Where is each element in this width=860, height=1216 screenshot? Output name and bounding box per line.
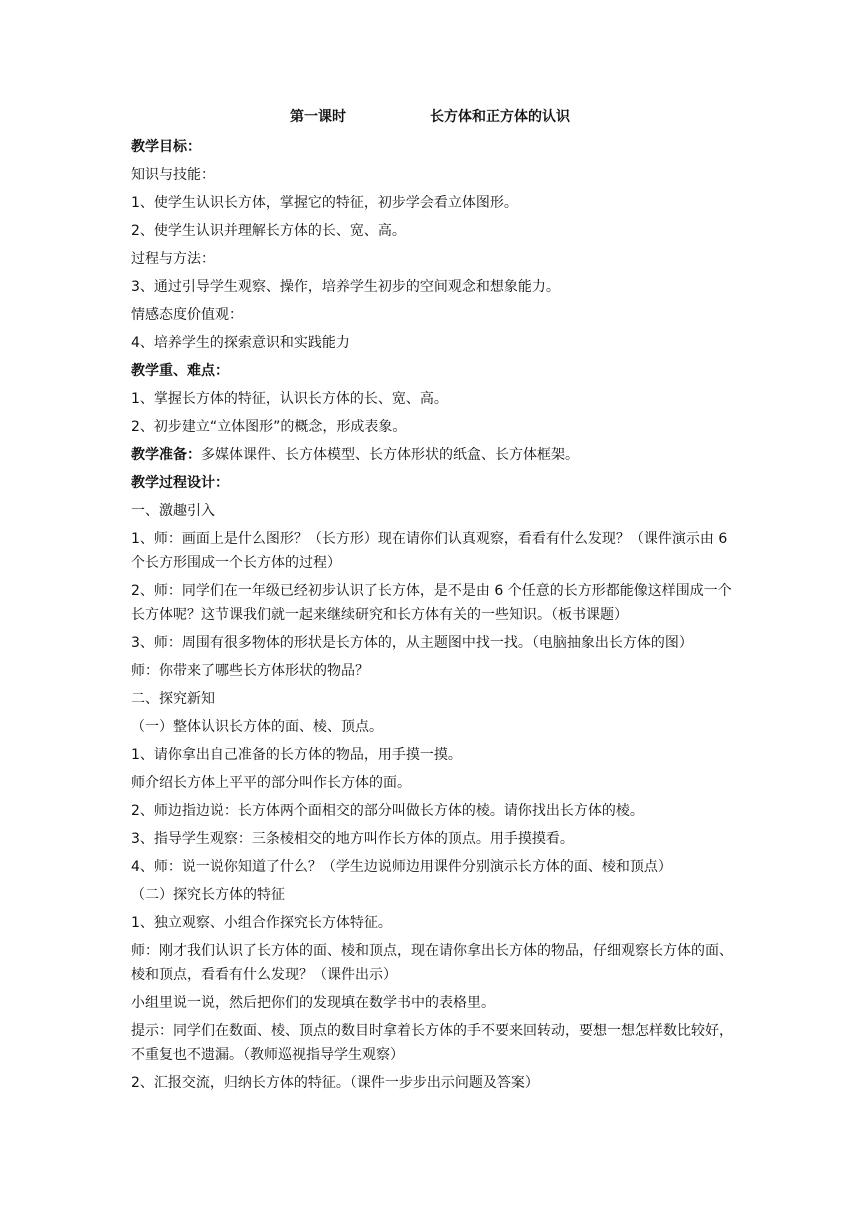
paragraph	[131, 527, 735, 575]
paragraph-text: 4、师：说一说你知道了什么？（学生边说师边用课件分别演示长方体的面、棱和顶点）	[131, 859, 672, 875]
paragraph	[131, 275, 735, 299]
paragraph-text: 2、汇报交流，归纳长方体的特征。（课件一步步出示问题及答案）	[131, 1075, 539, 1091]
paragraph	[131, 827, 735, 851]
paragraph-text: 1、使学生认识长方体，掌握它的特征，初步学会看立体图形。	[131, 195, 518, 211]
paragraph-text: 3、师：周围有很多物体的形状是长方体的，从主题图中找一找。（电脑抽象出长方体的图）	[131, 635, 693, 651]
paragraph	[131, 443, 735, 467]
paragraph	[131, 415, 735, 439]
paragraph-text: 师：你带来了哪些长方体形状的物品？	[131, 663, 369, 679]
paragraph-text: （二）探究长方体的特征	[131, 887, 285, 903]
paragraph	[131, 331, 735, 355]
title-lesson-number: 第一课时	[290, 109, 346, 125]
paragraph-text: 3、指导学生观察：三条棱相交的地方叫作长方体的顶点。用手摸摸看。	[131, 831, 574, 847]
paragraph-text: 二、探究新知	[131, 691, 215, 707]
paragraph-text: 提示：同学们在数面、棱、顶点的数目时拿着长方体的手不要来回转动，要想一想怎样数比较好，不重复也不遗漏。（教师巡视指导学生观察）	[131, 1023, 733, 1063]
document-body	[131, 135, 735, 1099]
paragraph-heading: 教学准备：	[131, 447, 201, 463]
paragraph	[131, 499, 735, 523]
paragraph-text: 知识与技能：	[131, 167, 215, 183]
paragraph	[131, 991, 735, 1015]
paragraph-text: 2、师边指边说：长方体两个面相交的部分叫做长方体的棱。请你找出长方体的棱。	[131, 803, 644, 819]
paragraph	[131, 771, 735, 795]
paragraph	[131, 135, 735, 159]
paragraph-heading: 教学重、难点：	[131, 363, 229, 379]
paragraph-text: 1、师：画面上是什么图形？（长方形）现在请你们认真观察，看看有什么发现？（课件演示由 6 个长方形围成一个长方体的过程）	[131, 531, 728, 571]
paragraph-text: 多媒体课件、长方体模型、长方体形状的纸盒、长方体框架。	[201, 447, 579, 463]
lesson-title	[0, 106, 860, 128]
paragraph	[131, 799, 735, 823]
paragraph-text: 1、独立观察、小组合作探究长方体特征。	[131, 915, 392, 931]
paragraph-text: （一）整体认识长方体的面、棱、顶点。	[131, 719, 383, 735]
paragraph-text: 4、培养学生的探索意识和实践能力	[131, 335, 350, 351]
paragraph	[131, 387, 735, 411]
paragraph	[131, 631, 735, 655]
paragraph-text: 过程与方法：	[131, 251, 215, 267]
paragraph-text: 1、掌握长方体的特征，认识长方体的长、宽、高。	[131, 391, 448, 407]
paragraph-text: 情感态度价值观：	[131, 307, 243, 323]
paragraph-text: 师介绍长方体上平平的部分叫作长方体的面。	[131, 775, 411, 791]
paragraph	[131, 359, 735, 383]
paragraph-text: 一、激趣引入	[131, 503, 215, 519]
paragraph	[131, 743, 735, 767]
paragraph-heading: 教学过程设计：	[131, 475, 229, 491]
paragraph	[131, 303, 735, 327]
paragraph	[131, 1019, 735, 1067]
paragraph-heading: 教学目标：	[131, 139, 201, 155]
paragraph	[131, 855, 735, 879]
paragraph-text: 1、请你拿出自己准备的长方体的物品，用手摸一摸。	[131, 747, 462, 763]
paragraph-text: 小组里说一说，然后把你们的发现填在数学书中的表格里。	[131, 995, 495, 1011]
paragraph	[131, 939, 735, 987]
paragraph	[131, 247, 735, 271]
paragraph	[131, 883, 735, 907]
paragraph-text: 3、通过引导学生观察、操作，培养学生初步的空间观念和想象能力。	[131, 279, 560, 295]
paragraph	[131, 715, 735, 739]
paragraph	[131, 911, 735, 935]
title-lesson-topic: 长方体和正方体的认识	[430, 109, 570, 125]
paragraph	[131, 191, 735, 215]
paragraph	[131, 163, 735, 187]
paragraph	[131, 579, 735, 627]
paragraph	[131, 687, 735, 711]
paragraph	[131, 219, 735, 243]
paragraph-text: 2、初步建立“立体图形”的概念，形成表象。	[131, 419, 407, 435]
paragraph	[131, 659, 735, 683]
paragraph-text: 师：刚才我们认识了长方体的面、棱和顶点，现在请你拿出长方体的物品，仔细观察长方体的面、棱和顶点，看看有什么发现？（课件出示）	[131, 943, 733, 983]
paragraph-text: 2、师：同学们在一年级已经初步认识了长方体，是不是由 6 个任意的长方形都能像这样围成一个长方体呢？这节课我们就一起来继续研究和长方体有关的一些知识。（板书课题）	[131, 583, 732, 623]
paragraph	[131, 471, 735, 495]
paragraph-text: 2、使学生认识并理解长方体的长、宽、高。	[131, 223, 406, 239]
paragraph	[131, 1071, 735, 1095]
